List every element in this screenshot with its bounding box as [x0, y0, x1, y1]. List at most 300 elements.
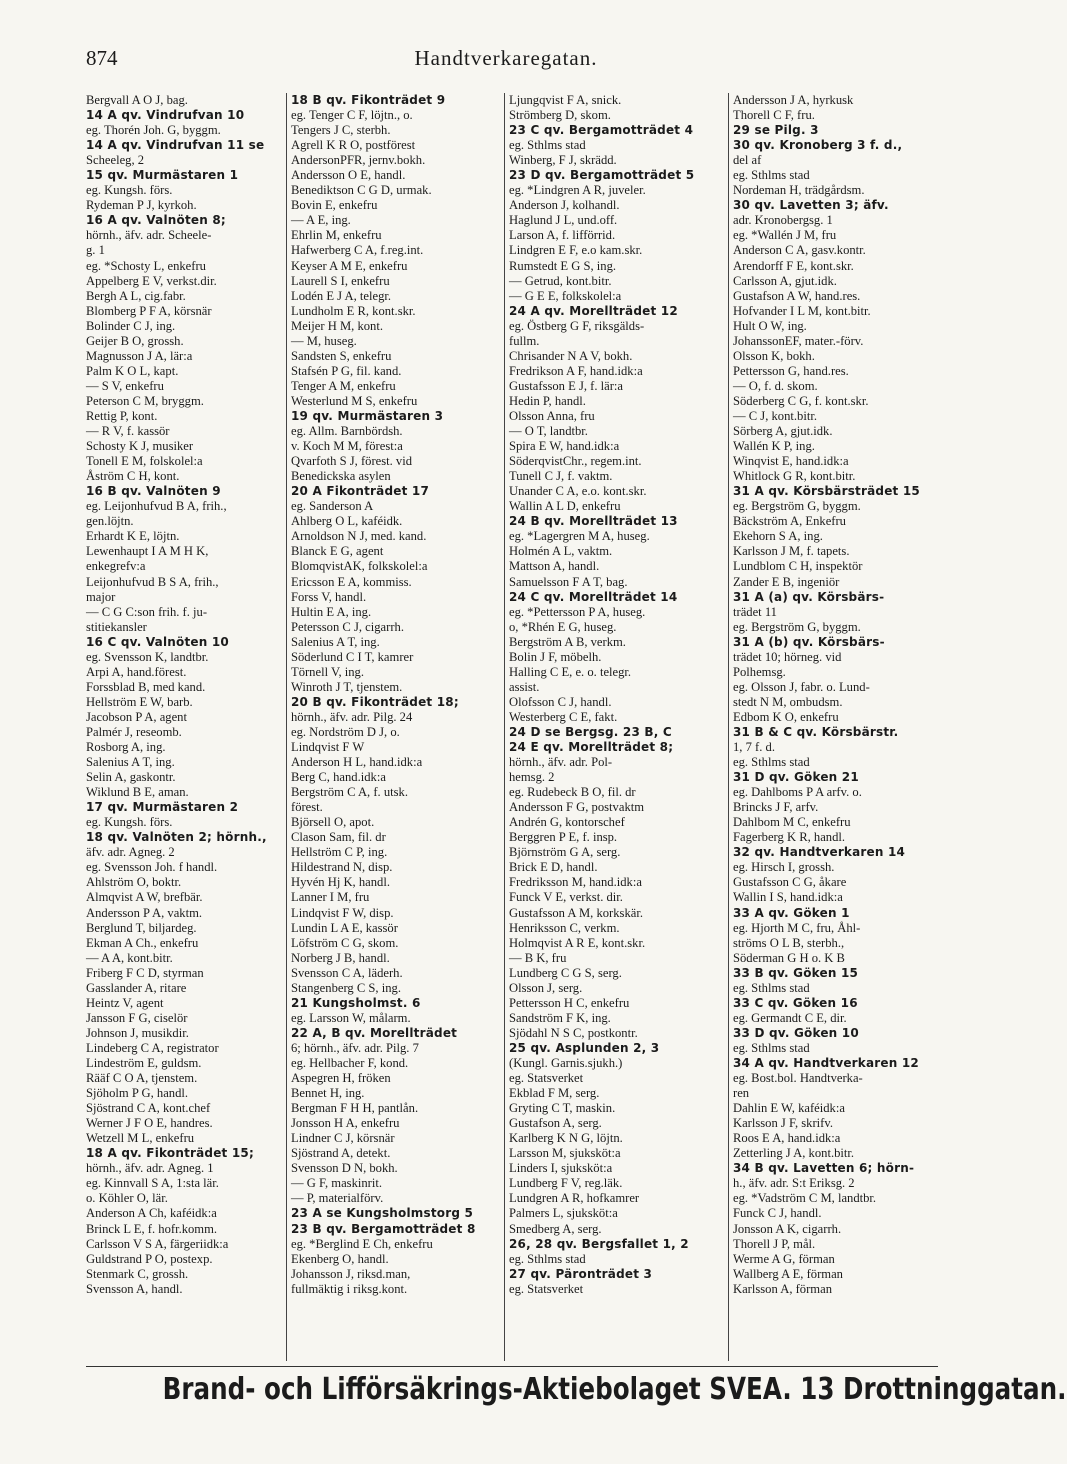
directory-entry: Jansson F G, ciselör: [86, 1010, 188, 1025]
directory-entry: Palmér J, reseomb.: [86, 724, 182, 739]
directory-entry: äfv. adr. Agneg. 2: [86, 845, 175, 860]
directory-entry: — Getrud, kont.bitr.: [509, 273, 612, 288]
directory-entry: o, *Rhén E G, huseg.: [509, 619, 617, 634]
directory-entry: Schosty K J, musiker: [86, 439, 194, 454]
directory-entry: Hildestrand N, disp.: [291, 860, 393, 875]
directory-entry: eg. Bergström G, byggm.: [733, 619, 861, 634]
directory-entry: Clason Sam, fil. dr: [291, 830, 386, 845]
directory-entry: (Kungl. Garnis.sjukh.): [509, 1056, 623, 1070]
directory-entry: Geijer B O, grossh.: [86, 333, 184, 348]
directory-entry: Arpi A, hand.förest.: [86, 664, 187, 679]
directory-entry: eg. Leijonhufvud B A, frih.,: [86, 499, 227, 514]
directory-entry: Bergh A L, cig.fabr.: [86, 288, 186, 303]
directory-entry: Carlsson A, gjut.idk.: [733, 273, 837, 288]
directory-entry: Gryting C T, maskin.: [509, 1101, 616, 1116]
directory-entry: Heintz V, agent: [86, 995, 164, 1010]
directory-entry: Lewenhaupt I A M H K,: [86, 544, 209, 559]
directory-entry: Andrén G, kontorschef: [509, 815, 625, 830]
address-heading: 16 A qv. Valnöten 8;: [86, 213, 226, 228]
address-heading: 19 qv. Murmästaren 3: [291, 408, 444, 423]
directory-entry: Svensson C A, läderh.: [291, 965, 403, 980]
directory-entry: Leijonhufvud B S A, frih.,: [86, 574, 219, 589]
directory-entry: Sörberg A, gjut.idk.: [733, 424, 833, 439]
directory-entry: Ekenberg O, handl.: [291, 1251, 389, 1266]
address-heading: 33 B qv. Göken 15: [733, 965, 859, 980]
directory-entry: Dahlbom M C, enkefru: [733, 815, 851, 830]
directory-entry: Winberg, F J, skrädd.: [509, 153, 617, 168]
directory-entry: eg. Kinnvall S A, 1:sta lär.: [86, 1176, 219, 1191]
directory-entry: Bäckström A, Enkefru: [733, 514, 846, 529]
directory-entry: Werme A G, förman: [733, 1251, 835, 1266]
address-heading: 32 qv. Handtverkaren 14: [733, 845, 906, 860]
directory-entry: — O T, landtbr.: [509, 424, 588, 439]
directory-entry: Gustafsson A M, korkskär.: [509, 905, 643, 920]
directory-entry: eg. Allm. Barnbördsh.: [291, 424, 403, 439]
directory-entry: Fredrikson A F, hand.idk:a: [509, 363, 643, 378]
directory-columns: [86, 93, 938, 1361]
directory-entry: Pettersson H C, enkefru: [509, 995, 630, 1010]
directory-entry: Gustafsson C G, åkare: [733, 875, 847, 890]
directory-entry: Ekman A Ch., enkefru: [86, 935, 199, 950]
directory-entry: Magnusson J A, lär:a: [86, 348, 193, 363]
directory-entry: Anderson J, kolhandl.: [509, 198, 620, 213]
directory-entry: Linders I, sjuksköt:a: [509, 1161, 613, 1176]
directory-entry: Whitlock G R, kont.bitr.: [733, 469, 856, 484]
directory-entry: Spira E W, hand.idk:a: [509, 439, 620, 454]
directory-entry: Palmers L, sjuksköt:a: [509, 1206, 618, 1221]
directory-entry: v. Koch M M, förest:a: [291, 439, 403, 454]
directory-entry: Lundin L A E, kassör: [291, 920, 398, 935]
directory-entry: h., äfv. adr. S:t Eriksg. 2: [733, 1176, 855, 1191]
directory-entry: Benediktson C G D, urmak.: [291, 183, 432, 198]
directory-entry: g. 1: [86, 243, 105, 258]
directory-entry: eg. Sthlms stad: [733, 1040, 810, 1055]
directory-entry: Berglund T, biljardeg.: [86, 920, 197, 935]
directory-entry: eg. Sthlms stad: [733, 755, 810, 770]
directory-entry: Mattson A, handl.: [509, 559, 600, 574]
directory-entry: Laurell S I, enkefru: [291, 273, 390, 288]
directory-column-1: [86, 93, 282, 1361]
address-heading: 30 qv. Kronoberg 3 f. d.,: [733, 138, 903, 153]
directory-entry: BlomqvistAK, folkskolel:a: [291, 559, 428, 574]
directory-entry: — C G C:son frih. f. ju-: [86, 604, 208, 619]
directory-entry: Qvarfoth S J, förest. vid: [291, 454, 413, 469]
directory-entry: Guldstrand P O, postexp.: [86, 1251, 213, 1266]
directory-entry: Johansson J, riksd.man,: [291, 1266, 411, 1281]
directory-entry: Hyvén Hj K, handl.: [291, 875, 390, 890]
directory-entry: Bennet H, ing.: [291, 1086, 365, 1101]
directory-entry: hörnh., äfv. adr. Pol-: [509, 755, 613, 770]
directory-entry: Gasslander A, ritare: [86, 980, 187, 995]
directory-entry: eg. Hjorth M C, fru, Åhl-: [733, 920, 861, 935]
address-heading: 31 B & C qv. Körsbärstr.: [733, 724, 899, 739]
directory-entry: Lodén E J A, telegr.: [291, 288, 392, 303]
address-heading: 25 qv. Asplunden 2, 3: [509, 1040, 660, 1055]
directory-entry: Bolinder C J, ing.: [86, 318, 176, 333]
directory-entry: Meijer H M, kont.: [291, 318, 383, 333]
directory-entry: Brick E D, handl.: [509, 860, 598, 875]
directory-entry: Stafsén P G, fil. kand.: [291, 363, 402, 378]
directory-entry: eg. *Vadström C M, landtbr.: [733, 1191, 877, 1206]
directory-entry: hörnh., äfv. adr. Pilg. 24: [291, 709, 413, 724]
directory-entry: Lundholm E R, kont.skr.: [291, 303, 416, 318]
directory-entry: Gustafsson E J, f. lär:a: [509, 378, 624, 393]
address-heading: 24 E qv. Morellträdet 8;: [509, 740, 674, 755]
directory-entry: eg. *Schosty L, enkefru: [86, 258, 206, 273]
address-heading: 34 A qv. Handtverkaren 12: [733, 1056, 919, 1070]
directory-entry: eg. Tenger C F, löjtn., o.: [291, 108, 413, 123]
directory-entry: hemsg. 2: [509, 770, 555, 785]
directory-entry: Holmqvist A R E, kont.skr.: [509, 935, 646, 950]
directory-entry: gen.löjtn.: [86, 514, 134, 529]
directory-entry: Lundgren A R, hofkamrer: [509, 1191, 640, 1206]
directory-entry: Söderberg C G, f. kont.skr.: [733, 393, 869, 408]
directory-entry: Halling C E, e. o. telegr.: [509, 664, 632, 679]
directory-entry: Tengers J C, sterbh.: [291, 123, 391, 138]
footer-divider: [86, 1366, 938, 1367]
directory-entry: Funck V E, verkst. dir.: [509, 890, 623, 905]
directory-entry: Samuelsson F A T, bag.: [509, 574, 628, 589]
directory-entry: Sjöstrand C A, kont.chef: [86, 1101, 211, 1116]
address-heading: 30 qv. Lavetten 3; äfv.: [733, 198, 889, 213]
directory-entry: Scheeleg, 2: [86, 153, 145, 168]
directory-entry: Chrisander N A V, bokh.: [509, 348, 633, 363]
directory-entry: eg. *Lagergren M A, huseg.: [509, 529, 650, 544]
directory-entry: Lindeström E, guldsm.: [86, 1056, 202, 1070]
directory-entry: Lindeberg C A, registrator: [86, 1040, 219, 1055]
directory-entry: Norberg J B, handl.: [291, 950, 390, 965]
directory-entry: Bergström C A, f. utsk.: [291, 785, 408, 800]
directory-entry: Westerberg C E, fakt.: [509, 709, 618, 724]
address-heading: 24 B qv. Morellträdet 13: [509, 514, 678, 529]
directory-entry: — R V, f. kassör: [86, 424, 170, 439]
directory-entry: eg. Thorén Joh. G, byggm.: [86, 123, 221, 138]
directory-entry: Friberg F C D, styrman: [86, 965, 204, 980]
address-heading: 16 C qv. Valnöten 10: [86, 634, 229, 649]
address-heading: 24 C qv. Morellträdet 14: [509, 589, 678, 604]
directory-entry: — G F, maskinrit.: [291, 1176, 382, 1191]
address-heading: 31 A (b) qv. Körsbärs-: [733, 634, 885, 649]
directory-entry: Karlberg K N G, löjtn.: [509, 1131, 623, 1146]
directory-entry: Johnson J, musikdir.: [86, 1025, 189, 1040]
address-heading: 33 D qv. Göken 10: [733, 1025, 859, 1040]
directory-entry: Andersson J A, hyrkusk: [733, 93, 854, 107]
directory-entry: Anderson C A, gasv.kontr.: [733, 243, 866, 258]
directory-entry: Smedberg A, serg.: [509, 1221, 602, 1236]
directory-entry: Sjödahl N S C, postkontr.: [509, 1025, 638, 1040]
directory-entry: Zetterling J A, kont.bitr.: [733, 1146, 855, 1161]
directory-entry: — A A, kont.bitr.: [86, 950, 173, 965]
directory-entry: Salenius A T, ing.: [291, 634, 380, 649]
directory-entry: Tunell C J, f. vaktm.: [509, 469, 613, 484]
directory-entry: Erhardt K E, löjtn.: [86, 529, 180, 544]
directory-entry: o. Köhler O, lär.: [86, 1191, 168, 1206]
directory-entry: Lundblom C H, inspektör: [733, 559, 863, 574]
directory-entry: — S V, enkefru: [86, 378, 164, 393]
directory-entry: Olofsson C J, handl.: [509, 694, 612, 709]
directory-entry: fullmäktig i riksg.kont.: [291, 1281, 408, 1296]
address-heading: 24 D se Bergsg. 23 B, C: [509, 724, 672, 739]
directory-entry: Dahlin E W, kaféidk:a: [733, 1101, 845, 1116]
directory-entry: Ljungqvist F A, snick.: [509, 93, 622, 107]
directory-entry: enkegrefv:a: [86, 559, 146, 574]
directory-entry: Stenmark C, grossh.: [86, 1266, 189, 1281]
address-heading: 21 Kungsholmst. 6: [291, 995, 421, 1010]
directory-entry: eg. Svensson K, landtbr.: [86, 649, 209, 664]
directory-entry: Blomberg P F A, körsnär: [86, 303, 212, 318]
directory-entry: hörnh., äfv. adr. Scheele-: [86, 228, 212, 243]
address-heading: 23 A se Kungsholmstorg 5: [291, 1206, 474, 1221]
directory-entry: förest.: [291, 800, 323, 815]
directory-entry: Hellström E W, barb.: [86, 694, 193, 709]
directory-entry: eg. Sthlms stad: [509, 1251, 586, 1266]
directory-entry: Winqvist E, hand.idk:a: [733, 454, 849, 469]
directory-entry: Gustafson A, serg.: [509, 1116, 602, 1131]
directory-entry: Almqvist A W, brefbär.: [86, 890, 203, 905]
directory-entry: del af: [733, 153, 762, 168]
directory-entry: Rydeman P J, kyrkoh.: [86, 198, 197, 213]
directory-entry: Söderman G H o. K B: [733, 950, 845, 965]
directory-entry: Tenger A M, enkefru: [291, 378, 396, 393]
directory-entry: eg. *Wallén J M, fru: [733, 228, 837, 243]
directory-entry: Ekblad F M, serg.: [509, 1086, 600, 1101]
directory-entry: Holmén A L, vaktm.: [509, 544, 613, 559]
directory-entry: Thorell C F, fru.: [733, 108, 815, 123]
address-heading: 31 D qv. Göken 21: [733, 770, 859, 785]
directory-entry: Polhemsg.: [733, 664, 786, 679]
directory-entry: eg. Sthlms stad: [733, 168, 810, 183]
directory-entry: Wetzell M L, enkefru: [86, 1131, 195, 1146]
directory-column-3: [504, 93, 724, 1361]
directory-entry: eg. *Berglind E Ch, enkefru: [291, 1236, 433, 1251]
address-heading: 27 qv. Päronträdet 3: [509, 1266, 653, 1281]
directory-entry: Benedickska asylen: [291, 469, 391, 484]
directory-entry: Lindner C J, körsnär: [291, 1131, 395, 1146]
directory-entry: 6; hörnh., äfv. adr. Pilg. 7: [291, 1040, 419, 1055]
directory-entry: Larson A, f. lifförrid.: [509, 228, 616, 243]
directory-entry: Lindqvist F W, disp.: [291, 905, 394, 920]
directory-entry: eg. Larsson W, målarm.: [291, 1010, 411, 1025]
directory-entry: Wallin I S, hand.idk:a: [733, 890, 843, 905]
directory-entry: Ericsson E A, kommiss.: [291, 574, 412, 589]
directory-entry: eg. Östberg G F, riksgälds-: [509, 318, 645, 333]
directory-entry: Keyser A M E, enkefru: [291, 258, 408, 273]
directory-entry: stitiekansler: [86, 619, 147, 634]
directory-entry: Sandström F K, ing.: [509, 1010, 611, 1025]
directory-entry: Jacobson P A, agent: [86, 709, 187, 724]
directory-entry: Löfström C G, skom.: [291, 935, 399, 950]
address-heading: 34 B qv. Lavetten 6; hörn-: [733, 1161, 915, 1176]
directory-entry: Ahlberg O L, kaféidk.: [291, 514, 403, 529]
address-heading: 22 A, B qv. Morellträdet: [291, 1025, 458, 1040]
address-heading: 31 A (a) qv. Körsbärs-: [733, 589, 885, 604]
directory-entry: Henriksson C, verkm.: [509, 920, 620, 935]
directory-entry: eg. Sanderson A: [291, 499, 374, 514]
address-heading: 20 B qv. Fikonträdet 18;: [291, 694, 459, 709]
directory-entry: Hafwerberg C A, f.reg.int.: [291, 243, 424, 258]
directory-entry: Brincks J F, arfv.: [733, 800, 819, 815]
address-heading: 18 B qv. Fikonträdet 9: [291, 93, 446, 107]
directory-entry: Gustafson A W, hand.res.: [733, 288, 861, 303]
directory-entry: stedt N M, ombudsm.: [733, 694, 843, 709]
directory-entry: Sjöholm P G, handl.: [86, 1086, 189, 1101]
directory-entry: eg. *Lindgren A R, juveler.: [509, 183, 646, 198]
directory-entry: Rääf C O A, tjenstem.: [86, 1071, 198, 1086]
directory-entry: Törnell V, ing.: [291, 664, 364, 679]
directory-entry: Wiklund B E, aman.: [86, 785, 189, 800]
directory-entry: Strömberg D, skom.: [509, 108, 611, 123]
address-heading: 23 D qv. Bergamotträdet 5: [509, 168, 695, 183]
directory-entry: eg. Dahlboms P A arfv. o.: [733, 785, 862, 800]
directory-entry: Westerlund M S, enkefru: [291, 393, 418, 408]
directory-entry: — O, f. d. skom.: [733, 378, 818, 393]
directory-entry: Olsson K, bokh.: [733, 348, 815, 363]
directory-entry: Anderson A Ch, kaféidk:a: [86, 1206, 217, 1221]
address-heading: 29 se Pilg. 3: [733, 123, 819, 138]
directory-entry: eg. Rudebeck B O, fil. dr: [509, 785, 636, 800]
directory-entry: Thorell J P, mål.: [733, 1236, 816, 1251]
directory-entry: Stangenberg C S, ing.: [291, 980, 401, 995]
directory-entry: trädet 11: [733, 604, 777, 619]
directory-entry: Wallin A L D, enkefru: [509, 499, 621, 514]
directory-column-2: [286, 93, 500, 1361]
directory-entry: Petersson C J, cigarrh.: [291, 619, 404, 634]
address-heading: 20 A Fikonträdet 17: [291, 484, 429, 499]
directory-entry: Agrell K R O, postförest: [291, 138, 416, 153]
directory-entry: Larsson M, sjuksköt:a: [509, 1146, 621, 1161]
page-title: Handtverkaregatan.: [414, 46, 598, 70]
directory-entry: Brinck L E, f. hofr.komm.: [86, 1221, 218, 1236]
directory-entry: Selin A, gaskontr.: [86, 770, 176, 785]
directory-entry: Ehrlin M, enkefru: [291, 228, 382, 243]
directory-entry: Appelberg E V, verkst.dir.: [86, 273, 217, 288]
directory-entry: eg. Statsverket: [509, 1281, 584, 1296]
directory-entry: — G E E, folkskolel:a: [509, 288, 622, 303]
directory-entry: eg. Bergström G, byggm.: [733, 499, 861, 514]
directory-entry: Hellström C P, ing.: [291, 845, 388, 860]
directory-entry: Rumstedt E G S, ing.: [509, 258, 617, 273]
directory-entry: Berg C, hand.idk:a: [291, 770, 386, 785]
directory-entry: Bergström A B, verkm.: [509, 634, 626, 649]
directory-entry: eg. Statsverket: [509, 1071, 584, 1086]
directory-entry: Edbom K O, enkefru: [733, 709, 839, 724]
directory-entry: eg. Sthlms stad: [733, 980, 810, 995]
directory-entry: eg. Hirsch I, grossh.: [733, 860, 835, 875]
directory-entry: Karlsson J F, skrifv.: [733, 1116, 833, 1131]
directory-entry: Björsell O, apot.: [291, 815, 375, 830]
address-heading: 23 B qv. Bergamotträdet 8: [291, 1221, 476, 1236]
directory-entry: Wallén K P, ing.: [733, 439, 815, 454]
directory-entry: eg. Nordström D J, o.: [291, 724, 400, 739]
address-heading: 17 qv. Murmästaren 2: [86, 800, 239, 815]
address-heading: 18 A qv. Fikonträdet 15;: [86, 1146, 254, 1161]
directory-entry: — A E, ing.: [291, 213, 351, 228]
directory-entry: — B K, fru: [509, 950, 567, 965]
directory-entry: Åström C H, kont.: [86, 469, 180, 484]
address-heading: 18 qv. Valnöten 2; hörnh.,: [86, 830, 267, 845]
directory-entry: hörnh., äfv. adr. Agneg. 1: [86, 1161, 214, 1176]
directory-entry: Lindgren E F, e.o kam.skr.: [509, 243, 643, 258]
directory-entry: Jonsson A K, cigarrh.: [733, 1221, 842, 1236]
directory-entry: Lundberg C G S, serg.: [509, 965, 622, 980]
directory-entry: — C J, kont.bitr.: [733, 408, 817, 423]
directory-entry: SöderqvistChr., regem.int.: [509, 454, 642, 469]
directory-entry: Olsson J, serg.: [509, 980, 583, 995]
directory-entry: Tonell E M, folskolel:a: [86, 454, 203, 469]
directory-entry: Fredriksson M, hand.idk:a: [509, 875, 642, 890]
directory-entry: eg. Kungsh. förs.: [86, 815, 173, 830]
directory-entry: Hultin E A, ing.: [291, 604, 372, 619]
directory-entry: 1, 7 f. d.: [733, 740, 775, 755]
address-heading: 31 A qv. Körsbärsträdet 15: [733, 484, 920, 499]
directory-entry: Palm K O L, kapt.: [86, 363, 179, 378]
directory-entry: adr. Kronobergsg. 1: [733, 213, 833, 228]
directory-entry: Haglund J L, und.off.: [509, 213, 618, 228]
directory-entry: Rettig P, kont.: [86, 408, 158, 423]
directory-entry: eg. *Pettersson P A, huseg.: [509, 604, 646, 619]
directory-entry: eg. Germandt C E, dir.: [733, 1010, 847, 1025]
directory-entry: Andersson F G, postvaktm: [509, 800, 645, 815]
directory-entry: Winroth J T, tjenstem.: [291, 679, 403, 694]
page-header: [86, 46, 926, 86]
directory-entry: Nordeman H, trädgårdsm.: [733, 183, 865, 198]
directory-entry: Rosborg A, ing.: [86, 740, 166, 755]
directory-entry: Roos E A, hand.idk:a: [733, 1131, 841, 1146]
directory-entry: Hult O W, ing.: [733, 318, 807, 333]
directory-entry: — P, materialförv.: [291, 1191, 384, 1206]
directory-entry: eg. Kungsh. förs.: [86, 183, 173, 198]
directory-entry: Anderson H L, hand.idk:a: [291, 755, 423, 770]
directory-entry: Fagerberg K R, handl.: [733, 830, 846, 845]
directory-entry: Funck C J, handl.: [733, 1206, 822, 1221]
directory-entry: Björnström G A, serg.: [509, 845, 621, 860]
directory-entry: Lundberg F V, reg.läk.: [509, 1176, 623, 1191]
directory-entry: Andersson P A, vaktm.: [86, 905, 203, 920]
directory-entry: Bovin E, enkefru: [291, 198, 378, 213]
directory-column-4: [728, 93, 940, 1361]
directory-entry: Zander E B, ingeniör: [733, 574, 840, 589]
directory-entry: eg. Svensson Joh. f handl.: [86, 860, 218, 875]
directory-entry: Berggren P E, f. insp.: [509, 830, 618, 845]
directory-entry: Sandsten S, enkefru: [291, 348, 392, 363]
directory-entry: Arnoldson N J, med. kand.: [291, 529, 427, 544]
directory-entry: Bolin J F, möbelh.: [509, 649, 602, 664]
directory-entry: Aspegren H, fröken: [291, 1071, 391, 1086]
address-heading: 16 B qv. Valnöten 9: [86, 484, 221, 499]
directory-entry: eg. Sthlms stad: [509, 138, 586, 153]
directory-entry: Hedin P, handl.: [509, 393, 586, 408]
directory-entry: Salenius A T, ing.: [86, 755, 175, 770]
directory-entry: ren: [733, 1086, 750, 1101]
address-heading: 23 C qv. Bergamotträdet 4: [509, 123, 694, 138]
address-heading: 24 A qv. Morellträdet 12: [509, 303, 678, 318]
directory-entry: Werner J F O E, handres.: [86, 1116, 213, 1131]
directory-entry: trädet 10; hörneg. vid: [733, 649, 842, 664]
directory-entry: Sjöstrand A, detekt.: [291, 1146, 391, 1161]
directory-entry: Jonsson H A, enkefru: [291, 1116, 400, 1131]
address-heading: 15 qv. Murmästaren 1: [86, 168, 239, 183]
address-heading: 33 C qv. Göken 16: [733, 995, 858, 1010]
page-number: 874: [86, 46, 118, 70]
directory-entry: Ahlström O, boktr.: [86, 875, 182, 890]
directory-entry: Karlsson A, förman: [733, 1281, 832, 1296]
directory-entry: assist.: [509, 679, 540, 694]
directory-entry: Carlsson V S A, färgeriidk:a: [86, 1236, 229, 1251]
directory-entry: Bergvall A O J, bag.: [86, 93, 188, 107]
directory-entry: eg. Hellbacher F, kond.: [291, 1056, 409, 1070]
footer-advertisement: Brand- och Lifförsäkrings-Aktiebolaget SVEA. 13 Drottninggatan.: [162, 1372, 1067, 1407]
directory-entry: Lanner I M, fru: [291, 890, 370, 905]
